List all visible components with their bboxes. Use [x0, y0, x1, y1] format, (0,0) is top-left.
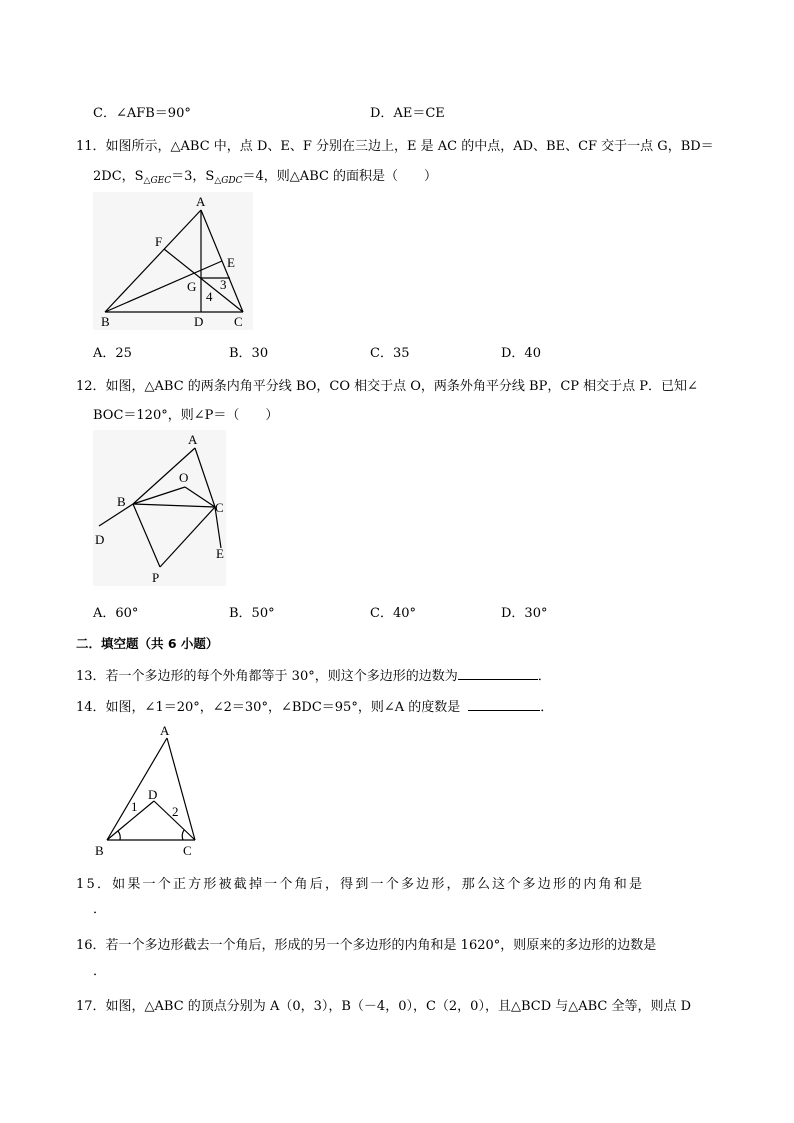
q14-label-a: A [160, 723, 170, 738]
q11-triangle-figure [93, 192, 253, 330]
q17-line-1 [76, 995, 691, 1014]
q12-label-b: B [117, 494, 126, 509]
q11-number: 11． [76, 139, 106, 154]
q11-sub-2: △GDC [214, 176, 243, 186]
q12-text-a: 如图，△ABC 的两条内角平分线 BO，CO 相交于点 O，两条外角平分线 BP，CP 相交于点 P．已知∠ [105, 379, 698, 394]
q14-label-2: 2 [172, 804, 179, 819]
q13-text: 若一个多边形的每个外角都等于 30°，则这个多边形的边数为 [105, 669, 458, 684]
q12-option-a: A．60° [93, 606, 139, 621]
q13-end: ． [537, 669, 551, 684]
q14-label-b: B [95, 843, 104, 858]
q11-line-1 [76, 135, 714, 154]
q14-number: 14． [76, 700, 106, 715]
q10-option-c-text: ∠AFB＝90° [115, 106, 191, 121]
q11-text-b-1: 2DC，S [93, 169, 144, 184]
q11-sub-1: △GEC [143, 176, 172, 186]
q14-end: ． [540, 700, 554, 715]
q15-text: 如果一个正方形被截掉一个角后，得到一个多边形，那么这个多边形的内角和是 [112, 877, 645, 892]
q10-option-d-text: AE＝CE [393, 106, 445, 121]
q11-text-a: 如图所示，△ABC 中，点 D、E、F 分别在三边上，E 是 AC 的中点，AD、BE、CF 交于一点 G，BD＝ [105, 139, 714, 154]
q10-option-d-label: D． [370, 106, 394, 121]
q13-number: 13． [76, 669, 106, 684]
q15-number: 15． [76, 877, 113, 892]
q11-label-a: A [196, 194, 206, 209]
q12-line-2: BOC＝120°，则∠P＝（ ） [93, 408, 279, 423]
q17-text: 如图，△ABC 的顶点分别为 A（0，3），B（－4，0），C（2，0），且△BCD 与△ABC 全等，则点 D [105, 999, 692, 1014]
section-fill-in-title: 二．填空题（共 6 小题） [76, 636, 219, 651]
q12-option-b: B．50° [229, 606, 275, 621]
q11-option-d: D．40 [501, 346, 541, 361]
q11-line-2 [93, 165, 437, 186]
q14-label-1: 1 [131, 799, 138, 814]
q15-line-1 [76, 873, 644, 892]
q16-text: 若一个多边形截去一个角后，形成的另一个多边形的内角和是 1620°，则原来的多边形的边数是 [105, 938, 657, 953]
q12-line-1 [76, 375, 698, 394]
q11-label-g: G [187, 279, 197, 294]
q10-option-c-label: C． [93, 106, 116, 121]
q11-option-c: C．35 [370, 346, 410, 361]
q15-end: ． [93, 902, 107, 917]
q11-label-3: 3 [220, 277, 227, 292]
q11-option-b: B．30 [229, 346, 269, 361]
q11-label-d: D [194, 314, 204, 329]
q11-label-b: B [101, 314, 110, 329]
q14-label-d: D [148, 787, 158, 802]
q16-number: 16． [76, 938, 106, 953]
q12-label-d: D [95, 532, 105, 547]
q11-label-f: F [155, 234, 163, 249]
q12-label-c: C [215, 500, 224, 515]
q12-label-o: O [179, 470, 189, 485]
q12-label-p: P [152, 570, 160, 585]
q11-text-b-3: ＝4，则△ABC 的面积是（ ） [242, 169, 438, 184]
q12-option-c: C．40° [370, 606, 416, 621]
q13-line [76, 665, 551, 684]
q12-label-a: A [188, 432, 198, 447]
q10-option-c [93, 102, 191, 121]
q14-label-c: C [183, 843, 192, 858]
q12-label-e: E [216, 546, 224, 561]
q17-number: 17． [76, 999, 106, 1014]
q16-end: ． [93, 964, 107, 979]
q11-label-e: E [227, 255, 235, 270]
q12-number: 12． [76, 379, 106, 394]
q12-triangle-figure [93, 430, 226, 586]
q11-label-c: C [234, 314, 243, 329]
q11-label-4: 4 [206, 289, 213, 304]
q14-line [76, 696, 553, 715]
q10-option-d [370, 102, 445, 121]
q12-option-d: D．30° [501, 606, 548, 621]
q14-text: 如图，∠1＝20°，∠2＝30°，∠BDC＝95°，则∠A 的度数是 [105, 700, 461, 715]
q11-option-a: A．25 [93, 346, 132, 361]
q16-line-1 [76, 934, 656, 953]
q11-text-b-2: ＝3，S [171, 169, 215, 184]
q13-answer-blank[interactable] [458, 679, 538, 680]
q14-triangle-figure [93, 722, 205, 860]
q14-answer-blank[interactable] [468, 710, 540, 711]
